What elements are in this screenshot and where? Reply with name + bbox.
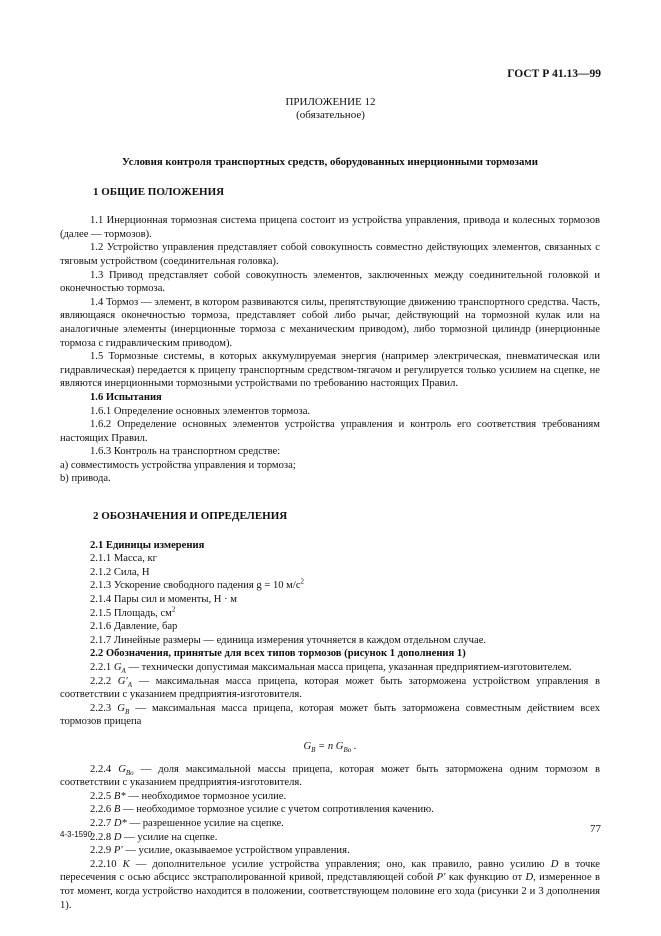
para-2-2-3: [60, 702, 600, 729]
para-2-2-10: 2.2.10 K — дополнительное усилие устройства управления; оно, как правило, равно усилию D в точке пересечения с осью абсцисс экстраполированной кривой, представляющей собой P′ как функцию от D, измеренное в тот момент, когда устройство находится в положении, соответствующем половине его хода (рисунки 2 и 3 дополнения 1).: [60, 858, 600, 911]
para-2-1-2: 2.1.2 Сила, Н: [90, 566, 150, 578]
para-2-1: 2.1 Единицы измерения: [90, 539, 205, 551]
item-number: 2.2.2: [90, 675, 112, 687]
item-number: 2.2.3: [90, 702, 112, 714]
para-2-2-4: [60, 763, 600, 790]
symbol: $G_A$: [113, 662, 126, 676]
item-text: — усилие на сцепке.: [124, 831, 218, 843]
symbol: $G'_A$: [117, 675, 132, 689]
para-2-1-6: 2.1.6 Давление, бар: [90, 621, 178, 633]
appendix-subtitle: (обязательное): [296, 109, 365, 121]
item-text: — технически допустимая максимальная масса прицепа, указанная предприятием-изготовителем.: [128, 662, 572, 673]
para-2-1-1: 2.1.1 Масса, кг: [90, 553, 157, 565]
para-2-2-1: [60, 661, 600, 675]
formula: $G_B = n$ $G_{Bo}$ .: [303, 740, 357, 755]
para-1-2: 1.2 Устройство управления представляет собой совокупность совместно действующих элементов, связанных с тяговым устройством (соединительная головка).: [60, 242, 600, 267]
para-2-1-5-text: 2.1.5 Площадь, см: [90, 607, 172, 619]
para-1-3: 1.3 Привод представляет собой совокупность элементов, заключенных между соединительной головкой и оконечностью тормоза.: [60, 269, 600, 295]
para-2-2-9: [60, 844, 600, 858]
symbol: P′: [113, 845, 123, 857]
item-text: — необходимое тормозное усилие.: [128, 790, 287, 802]
section-1-heading: 1 ОБЩИЕ ПОЛОЖЕНИЯ: [93, 185, 225, 198]
para-1-6-1: 1.6.1 Определение основных элементов тормоза.: [90, 405, 311, 417]
standard-code-header: ГОСТ Р 41.13—99: [507, 68, 601, 80]
section-2-heading: 2 ОБОЗНАЧЕНИЯ И ОПРЕДЕЛЕНИЯ: [93, 510, 288, 523]
para-2-1-3: [60, 579, 600, 593]
symbol: D*: [113, 817, 127, 829]
para-2-1-7: 2.1.7 Линейные размеры — единица измерения уточняется в каждом отдельном случае.: [90, 634, 487, 646]
item-text: — необходимое тормозное усилие с учетом сопротивления качению.: [122, 804, 434, 816]
superscript: 2: [171, 605, 176, 614]
item-number: 2.2.6: [90, 804, 112, 816]
print-code: 4-3-1590: [60, 830, 93, 839]
para-2-1-4: 2.1.4 Пары сил и моменты, Н · м: [90, 594, 237, 606]
para-1-6: 1.6 Испытания: [90, 391, 162, 403]
item-text: — усилие, оказываемое устройством управления.: [125, 845, 350, 857]
symbol: K: [122, 858, 130, 870]
item-text: — доля максимальной массы прицепа, которая может быть заторможена одним тормозом в соответствии с указанием предприятия-изготовителя.: [60, 763, 600, 789]
para-2-2: 2.2 Обозначения, принятые для всех типов тормозов (рисунок 1 дополнения 1): [90, 648, 466, 660]
item-number: 2.2.7: [90, 817, 112, 829]
para-2-2-8: [60, 831, 600, 845]
para-1-1: 1.1 Инерционная тормозная система прицепа состоит из устройства управления, привода и колесных тормозов (далее — тормозов).: [60, 215, 600, 240]
symbol: B: [113, 804, 121, 816]
main-content: [60, 156, 600, 912]
para-2-2-5: [60, 790, 600, 804]
para-1-6-2: 1.6.2 Определение основных элементов устройства управления и контроль его соответствия требованиям настоящих Правил.: [60, 419, 600, 444]
appendix-title: ПРИЛОЖЕНИЕ 12: [285, 96, 376, 108]
item-number: 2.2.4: [90, 763, 112, 775]
item-number: 2.2.1: [90, 662, 112, 673]
para-2-1-3-text: 2.1.3 Ускорение свободного падения g = 10 м/с: [90, 580, 301, 592]
superscript: 2: [300, 577, 305, 586]
item-number: 2.2.9: [90, 845, 112, 857]
document-title: Условия контроля транспортных средств, оборудованных инерционными тормозами: [122, 156, 538, 168]
para-2-1-5: [60, 607, 600, 621]
para-1-6-3b: b) привода.: [60, 473, 111, 485]
item-text: — максимальная масса прицепа, которая может быть заторможена устройством управления в соответствии с указанием предприятия-изготовителя.: [60, 675, 600, 701]
para-2-2-7: [60, 817, 600, 831]
page-number: 77: [590, 823, 601, 835]
para-1-5: 1.5 Тормозные системы, в которых аккумулируемая энергия (например электрическая, пневматическая или гидравлическая) передается к прицепу транспортным средством-тягачом и регулируется только усилием на сцепке, не являются инерционными тормозными устройствами по требованию настоящих Правил.: [60, 351, 600, 390]
item-number: 2.2.10: [90, 858, 117, 870]
para-2-2-2: [60, 675, 600, 702]
symbol: B*: [113, 790, 126, 802]
symbol: D: [113, 831, 122, 843]
para-1-6-3a: a) совместимость устройства управления и тормоза;: [60, 459, 296, 471]
appendix-heading: [0, 96, 661, 122]
para-1-4: 1.4 Тормоз — элемент, в котором развиваются силы, препятствующие движению транспортного средства. Часть, являющаяся оконечностью тормоза, представляет собой либо рычаг, действующий на тормозной кулак или на аналогичные элементы (инерционные тормоза с механическим приводом), либо тормозной цилиндр (инерционные тормоза с гидравлическим приводом).: [60, 296, 600, 349]
para-2-2-6: [60, 803, 600, 817]
item-number: 2.2.8: [90, 831, 112, 843]
symbol: $G_{Bo}$: [118, 763, 134, 777]
item-text: — разрешенное усилие на сцепке.: [129, 817, 284, 829]
para-1-6-3: 1.6.3 Контроль на транспортном средстве:: [90, 446, 281, 458]
item-number: 2.2.5: [90, 790, 112, 802]
item-text: — максимальная масса прицепа, которая может быть заторможена совместным действием всех тормозов прицепа: [60, 702, 600, 728]
symbol: $G_B$: [117, 702, 130, 716]
